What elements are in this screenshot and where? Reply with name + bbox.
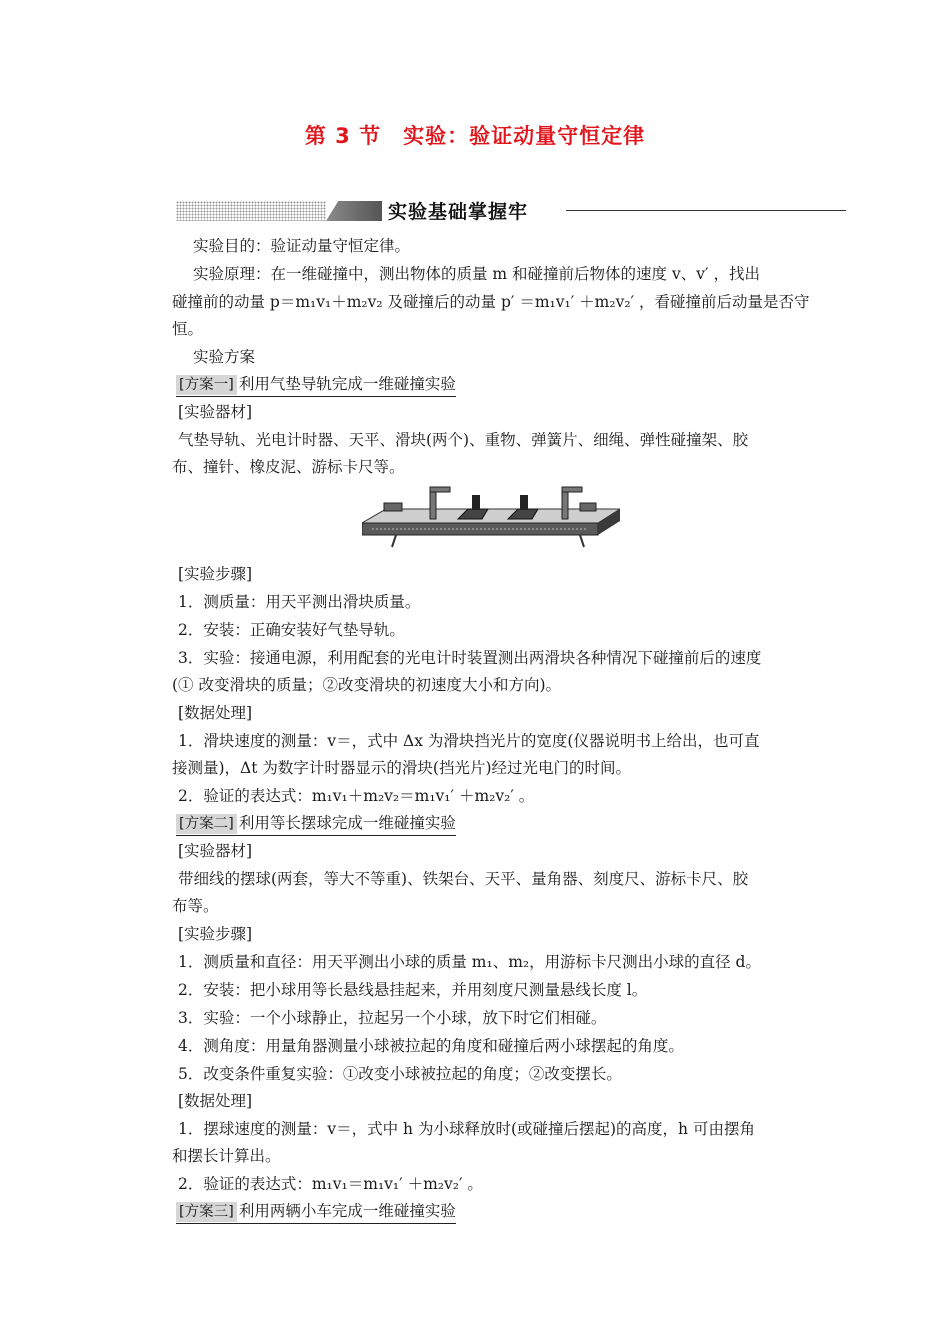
plan-three-tag: [方案三] <box>176 1202 237 1222</box>
right-photogate-arm <box>562 487 582 492</box>
p2-step-4: 4．测角度：用量角器测量小球被拉起的角度和碰撞后两小球摆起的角度。 <box>178 1037 684 1055</box>
p1-data-2: 2．验证的表达式：m₁v₁＋m₂v₂＝m₁v₁′ ＋m₂v₂′ 。 <box>178 787 535 805</box>
p2-data-1-line-1: 1．摆球速度的测量：v＝，式中 h 为小球释放时(或碰撞后摆起)的高度，h 可由摆角 <box>178 1120 755 1138</box>
principle-line-1: 实验原理：在一维碰撞中，测出物体的质量 m 和碰撞前后物体的速度 v、v′ ，找出 <box>193 265 760 283</box>
p2-step-2: 2．安装：把小球用等长悬线悬挂起来，并用刻度尺测量悬线长度 l。 <box>178 981 648 999</box>
p1-steps-heading: [实验步骤] <box>178 565 253 583</box>
p1-data-heading: [数据处理] <box>178 704 253 722</box>
banner-slant-bar <box>326 201 382 221</box>
purpose-line: 实验目的：验证动量守恒定律。 <box>193 237 411 255</box>
right-leg <box>580 535 584 547</box>
left-leg <box>392 535 396 547</box>
right-end-block <box>580 503 596 511</box>
left-photogate-arm <box>430 487 450 492</box>
air-track-apparatus-figure <box>362 485 620 553</box>
principle-line-3: 恒。 <box>172 320 204 338</box>
plan-three-heading <box>176 1201 456 1224</box>
p1-equipment-heading: [实验器材] <box>178 403 253 421</box>
plan-two-title: 利用等长摆球完成一维碰撞实验 <box>238 814 456 832</box>
p2-data-1-line-2: 和摆长计算出。 <box>172 1147 281 1165</box>
p2-steps-heading: [实验步骤] <box>178 925 253 943</box>
p1-equipment-line-1: 气垫导轨、光电计时器、天平、滑块(两个)、重物、弹簧片、细绳、弹性碰撞架、胶 <box>178 431 749 449</box>
plan-one-heading <box>176 374 456 397</box>
p2-equipment-line-2: 布等。 <box>172 897 219 915</box>
page-title: 第 3 节 实验：验证动量守恒定律 <box>304 124 646 148</box>
principle-line-2: 碰撞前的动量 p＝m₁v₁＋m₂v₂ 及碰撞后的动量 p′ ＝m₁v₁′ ＋m₂v₂′ ，看碰撞前后动量是否守 <box>172 293 810 311</box>
left-slider-flag <box>472 495 480 510</box>
plan-three-title: 利用两辆小车完成一维碰撞实验 <box>238 1202 456 1220</box>
p1-equipment-line-2: 布、撞针、橡皮泥、游标卡尺等。 <box>172 458 405 476</box>
banner-label: 实验基础掌握牢 <box>388 201 529 223</box>
p2-step-1: 1．测质量和直径：用天平测出小球的质量 m₁、m₂，用游标卡尺测出小球的直径 d。 <box>178 953 761 971</box>
p2-equipment-line-1: 带细线的摆球(两套，等大不等重)、铁架台、天平、量角器、刻度尺、游标卡尺、胶 <box>178 870 749 888</box>
p1-step-3-line-1: 3．实验：接通电源，利用配套的光电计时装置测出两滑块各种情况下碰撞前后的速度 <box>178 649 762 667</box>
p2-data-heading: [数据处理] <box>178 1092 253 1110</box>
plan-one-title: 利用气垫导轨完成一维碰撞实验 <box>238 375 456 393</box>
right-slider-flag <box>520 495 528 510</box>
p2-data-2: 2．验证的表达式：m₁v₁＝m₁v₁′ ＋m₂v₂′ 。 <box>178 1175 483 1193</box>
p2-equipment-heading: [实验器材] <box>178 842 253 860</box>
p1-step-2: 2．安装：正确安装好气垫导轨。 <box>178 621 405 639</box>
p1-step-1: 1．测质量：用天平测出滑块质量。 <box>178 593 421 611</box>
banner-dot-pattern <box>176 201 326 221</box>
p1-data-1-line-2: 接测量)，Δt 为数字计时器显示的滑块(挡光片)经过光电门的时间。 <box>172 759 631 777</box>
plan-two-heading <box>176 813 456 836</box>
p2-step-3: 3．实验：一个小球静止，拉起另一个小球，放下时它们相碰。 <box>178 1009 607 1027</box>
left-end-block <box>384 503 402 511</box>
plan-heading: 实验方案 <box>193 348 256 366</box>
plan-one-tag: [方案一] <box>176 375 237 395</box>
p2-step-5: 5．改变条件重复实验：①改变小球被拉起的角度；②改变摆长。 <box>178 1065 622 1083</box>
p1-step-3-line-2: (① 改变滑块的质量；②改变滑块的初速度大小和方向)。 <box>172 676 562 694</box>
plan-two-tag: [方案二] <box>176 814 237 834</box>
p1-data-1-line-1: 1．滑块速度的测量：v＝，式中 Δx 为滑块挡光片的宽度(仪器说明书上给出，也可直 <box>178 732 760 750</box>
banner-rule <box>566 210 846 211</box>
section-banner <box>176 197 846 227</box>
